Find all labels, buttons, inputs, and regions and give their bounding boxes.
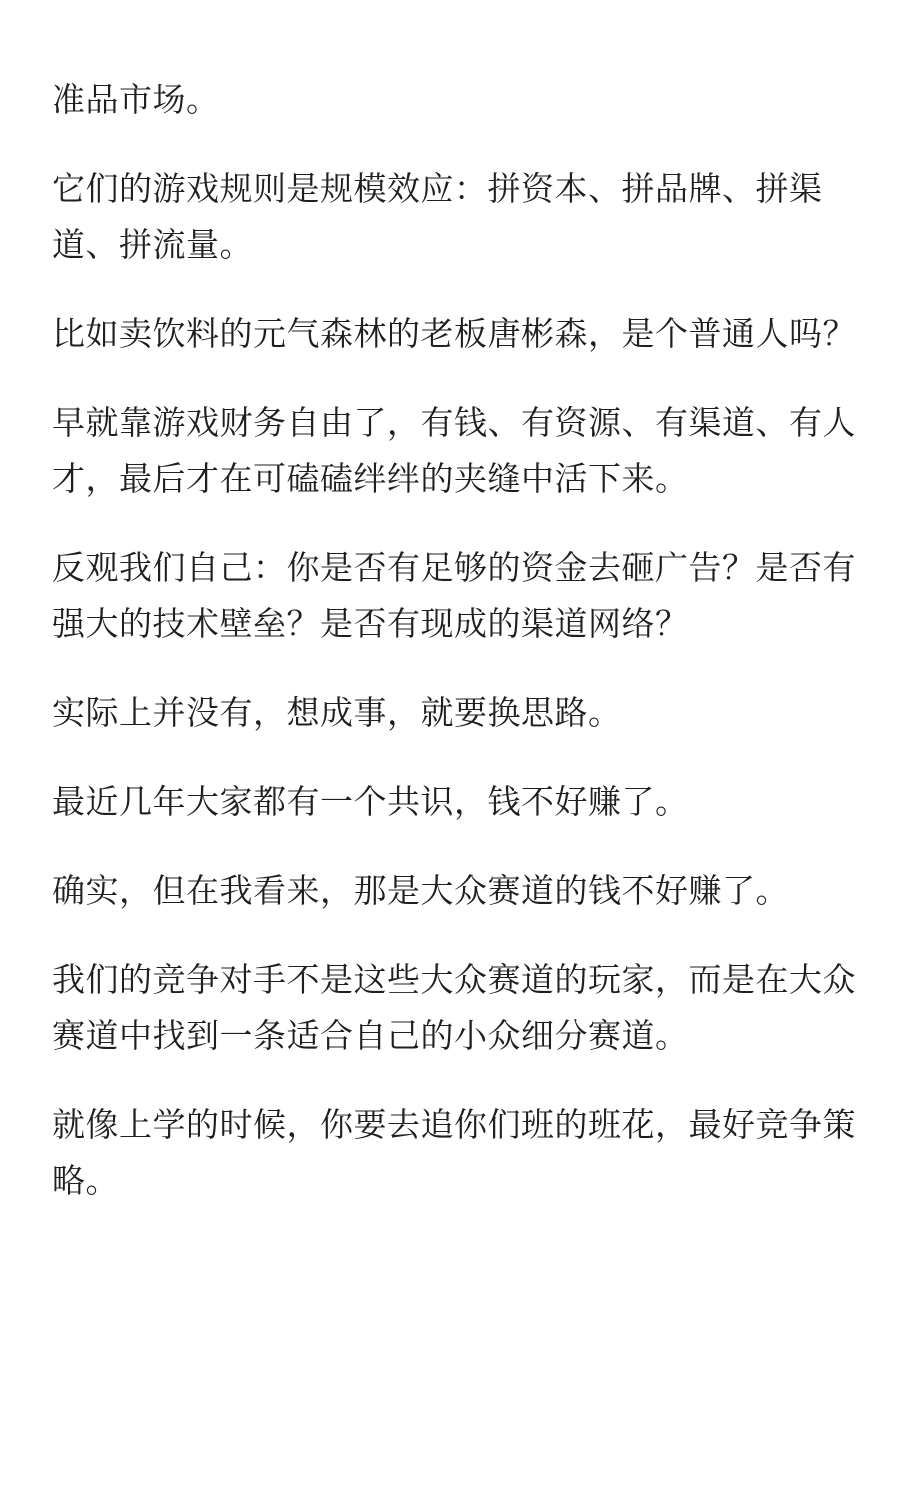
paragraph-5: 反观我们自己：你是否有足够的资金去砸广告？是否有强大的技术壁垒？是否有现成的渠道网络？ (52, 548, 856, 643)
paragraph-4: 早就靠游戏财务自由了，有钱、有资源、有渠道、有人才，最后才在可磕磕绊绊的夹缝中活下来。 (52, 403, 856, 498)
paragraph-1: 准品市场。 (52, 80, 220, 119)
paragraph-10: 就像上学的时候，你要去追你们班的班花，最好竞争策略。 (52, 1105, 856, 1200)
paragraph-9: 我们的竞争对手不是这些大众赛道的玩家，而是在大众赛道中找到一条适合自己的小众细分赛道。 (52, 960, 856, 1055)
paragraph-6: 实际上并没有，想成事，就要换思路。 (52, 693, 622, 732)
paragraph-3: 比如卖饮料的元气森林的老板唐彬森，是个普通人吗？ (52, 314, 856, 353)
paragraph-7: 最近几年大家都有一个共识，钱不好赚了。 (52, 782, 689, 821)
paragraph-8: 确实，但在我看来，那是大众赛道的钱不好赚了。 (52, 871, 789, 910)
paragraph-2: 它们的游戏规则是规模效应：拼资本、拼品牌、拼渠道、拼流量。 (52, 169, 823, 264)
article-body (52, 72, 857, 1242)
